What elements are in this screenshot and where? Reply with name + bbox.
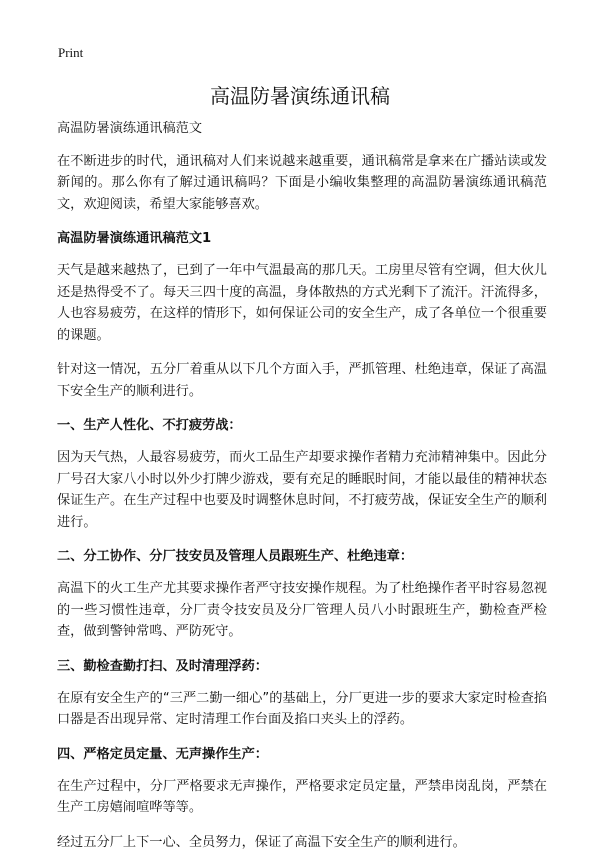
subheading-1: 一、生产人性化、不打疲劳战： xyxy=(57,418,242,433)
section-heading: 高温防暑演练通讯稿范文1 xyxy=(57,231,212,246)
subheading-3: 三、勤检查勤打扫、及时清理浮药： xyxy=(57,658,268,674)
page-title: 高温防暑演练通讯稿 xyxy=(210,84,390,108)
paragraph: 在生产过程中，分厂严格要求无声操作，严格要求定员定量，严禁串岗乱岗，严禁在生产工房嬉闹喧哗等等。 xyxy=(57,778,547,815)
article-body xyxy=(57,118,547,866)
subheading-4: 四、严格定员定量、无声操作生产： xyxy=(57,746,268,762)
intro-paragraph: 在不断进步的时代，通讯稿对人们来说越来越重要，通讯稿常是拿来在广播站读或发新闻的。那么你有了解过通讯稿吗？下面是小编收集整理的高温防暑演练通讯稿范文，欢迎阅读，希望大家能够喜欢。 xyxy=(57,153,547,212)
subheading-2: 二、分工协作、分厂技安员及管理人员跟班生产、杜绝违章： xyxy=(57,549,414,564)
paragraph: 针对这一情况，五分厂着重从以下几个方面入手，严抓管理、杜绝违章，保证了高温下安全生产的顺利进行。 xyxy=(57,362,547,399)
print-link[interactable]: Print xyxy=(58,45,84,60)
closing-paragraph: 经过五分厂上下一心、全员努力，保证了高温下安全生产的顺利进行。 xyxy=(57,834,466,850)
paragraph: 在原有安全生产的“三严二勤一细心”的基础上，分厂更进一步的要求大家定时检查掐口器是否出现异常、定时清理工作台面及掐口夹头上的浮药。 xyxy=(57,690,547,727)
article-subtitle: 高温防暑演练通讯稿范文 xyxy=(57,121,203,136)
paragraph: 天气是越来越热了，已到了一年中气温最高的那几天。工房里尽管有空调，但大伙儿还是热得受不了。每天三四十度的高温，身体散热的方式光剩下了流汗。汗流得多，人也容易疲劳，在这样的情形下，如何保证公司的安全生产，成了各单位一个很重要的课题。 xyxy=(57,263,547,343)
paragraph: 因为天气热，人最容易疲劳，而火工品生产却要求操作者精力充沛精神集中。因此分厂号召大家八小时以外少打牌少游戏，要有充足的睡眠时间，才能以最佳的精神状态保证生产。在生产过程中也要及时调整休息时间，不打疲劳战，保证安全生产的顺利进行。 xyxy=(57,450,547,530)
paragraph: 高温下的火工生产尤其要求操作者严守技安操作规程。为了杜绝操作者平时容易忽视的一些习惯性违章，分厂责令技安员及分厂管理人员八小时跟班生产，勤检查严检查，做到警钟常鸣、严防死守。 xyxy=(57,581,547,639)
